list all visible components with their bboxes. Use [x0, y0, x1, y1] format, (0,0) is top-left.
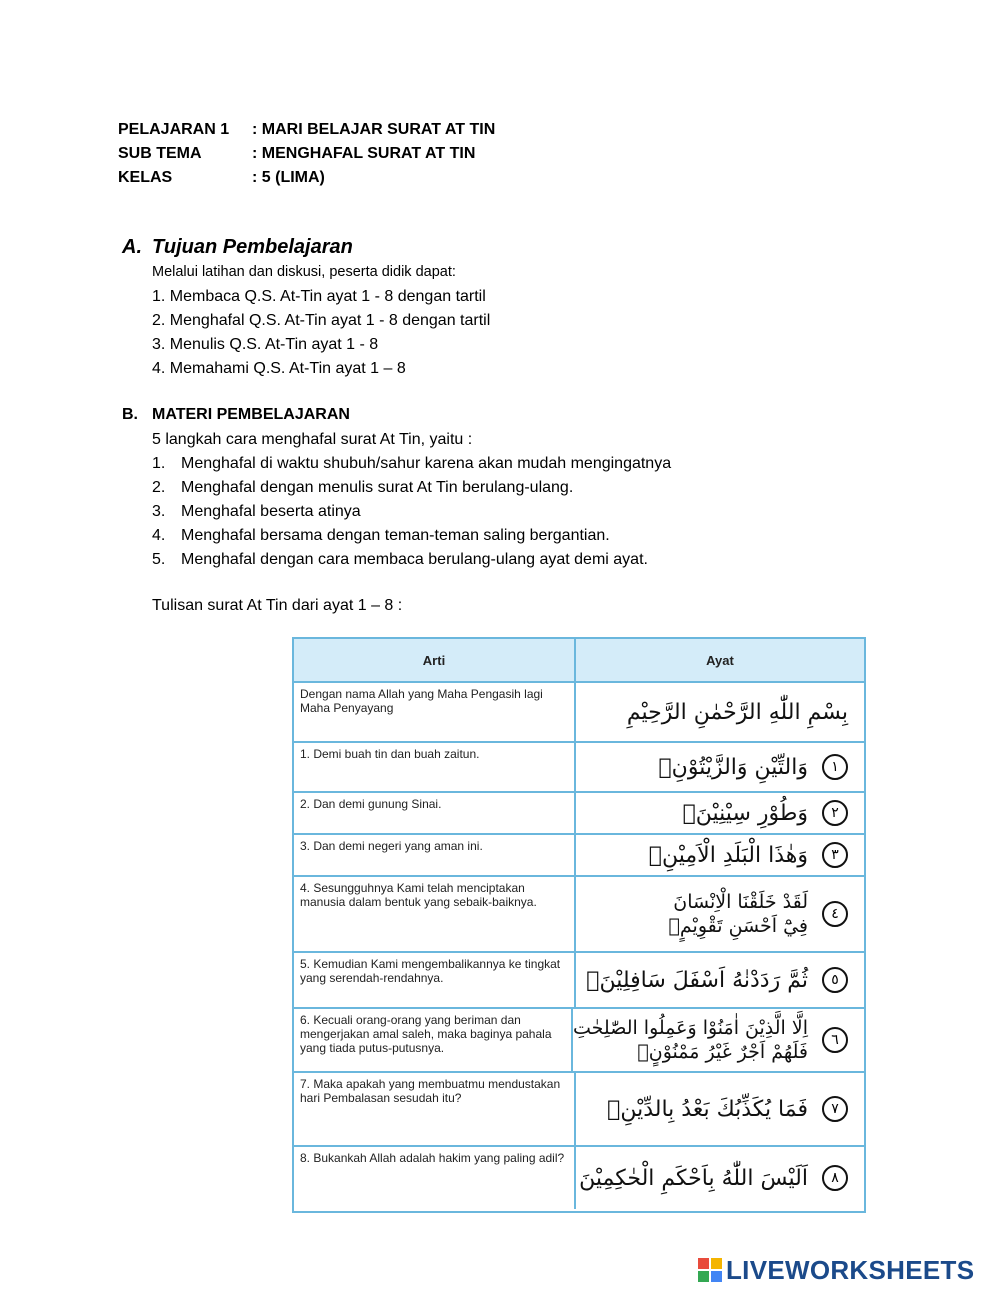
- list-number: 5.: [152, 551, 166, 568]
- list-item: [152, 524, 671, 548]
- header-key: PELAJARAN 1: [118, 121, 230, 138]
- logo-square: [698, 1271, 709, 1282]
- ayah-number-icon: ٣: [822, 842, 848, 868]
- header-value: : MARI BELAJAR SURAT AT TIN: [252, 121, 496, 138]
- logo-text: LIVEWORKSHEETS: [726, 1255, 975, 1285]
- section-title-text: MATERI PEMBELAJARAN: [152, 406, 350, 423]
- ayat-cell: [576, 743, 864, 791]
- table-row: [294, 877, 864, 953]
- list-item: [152, 548, 671, 572]
- arabic-verse: [649, 843, 808, 868]
- table-row: [294, 683, 864, 743]
- ayah-number-icon: ٦: [822, 1027, 848, 1053]
- column-header-ayat: Ayat: [706, 652, 734, 668]
- header-row-subtheme: [118, 142, 495, 166]
- arti-cell: 4. Sesungguhnya Kami telah menciptakan manusia dalam bentuk yang sebaik-baiknya.: [294, 877, 576, 951]
- arabic-verse: [579, 1166, 808, 1191]
- ayat-cell: [576, 1147, 864, 1209]
- arti-cell: 8. Bukankah Allah adalah hakim yang paling adil?: [294, 1147, 576, 1209]
- arabic-verse: [669, 891, 809, 937]
- arabic-verse: [658, 755, 808, 780]
- header-key: KELAS: [118, 169, 173, 186]
- ayah-number-icon: ٧: [822, 1096, 848, 1122]
- list-item: 4. Memahami Q.S. At-Tin ayat 1 – 8: [152, 360, 406, 377]
- list-number: 1.: [152, 455, 166, 472]
- list-text: Menghafal dengan cara membaca berulang-ulang ayat demi ayat.: [181, 551, 648, 568]
- arabic-verse: [627, 700, 848, 725]
- arabic-line: وَهٰذَا الْبَلَدِ الْاَمِيْنِۙ: [648, 842, 808, 868]
- list-text: Menghafal di waktu shubuh/sahur karena akan mudah mengingatnya: [181, 455, 672, 472]
- table-body: [294, 683, 864, 1209]
- ayat-cell: [576, 1073, 864, 1145]
- header-value: : 5 (LIMA): [252, 169, 325, 186]
- arabic-line: فِيْٓ اَحْسَنِ تَقْوِيْمٍۖ: [668, 915, 808, 937]
- ayah-number-icon: ٥: [822, 967, 848, 993]
- logo-square: [698, 1258, 709, 1269]
- table-row: [294, 793, 864, 835]
- list-item: [152, 476, 671, 500]
- table-header: [294, 639, 864, 683]
- ayat-cell: [576, 793, 864, 833]
- table-row: [294, 743, 864, 793]
- section-letter: A.: [122, 236, 142, 258]
- ayat-cell: [576, 683, 864, 741]
- section-b-title: [122, 406, 350, 424]
- table-row: [294, 835, 864, 877]
- table-row: [294, 953, 864, 1009]
- list-number: 2.: [152, 479, 166, 496]
- section-letter: B.: [122, 406, 138, 423]
- arabic-line: فَلَهُمْ اَجْرٌ غَيْرُ مَمْنُوْنٍۗ: [637, 1041, 808, 1063]
- arabic-line: ثُمَّ رَدَدْنٰهُ اَسْفَلَ سَافِلِيْنَۙ: [586, 967, 808, 993]
- ayah-number-icon: ٨: [822, 1165, 848, 1191]
- arti-cell: 7. Maka apakah yang membuatmu mendustakan hari Pembalasan sesudah itu?: [294, 1073, 576, 1145]
- header-key: SUB TEMA: [118, 145, 202, 162]
- ayat-cell: [576, 877, 864, 951]
- arabic-line: اَلَيْسَ اللّٰهُ بِاَحْكَمِ الْحٰكِمِيْنَ: [579, 1165, 808, 1191]
- arabic-verse: [683, 801, 808, 826]
- arti-cell: 3. Dan demi negeri yang aman ini.: [294, 835, 576, 875]
- section-b-intro: 5 langkah cara menghafal surat At Tin, yaitu :: [152, 431, 473, 448]
- list-item: 1. Membaca Q.S. At-Tin ayat 1 - 8 dengan tartil: [152, 288, 486, 305]
- header-row-class: [118, 166, 495, 190]
- arabic-verse: [586, 968, 808, 993]
- section-a-title: [122, 236, 353, 259]
- arabic-line: فَمَا يُكَذِّبُكَ بَعْدُ بِالدِّيْنِۗ: [607, 1096, 808, 1122]
- arabic-line: لَقَدْ خَلَقْنَا الْاِنْسَانَ: [673, 891, 808, 913]
- surah-table: [292, 637, 866, 1213]
- section-title-text: Tujuan Pembelajaran: [152, 236, 353, 258]
- list-text: Menghafal beserta atinya: [181, 503, 361, 520]
- list-text: Menghafal bersama dengan teman-teman saling bergantian.: [181, 527, 610, 544]
- list-item: [152, 500, 671, 524]
- arabic-line: بِسْمِ اللّٰهِ الرَّحْمٰنِ الرَّحِيْمِ: [626, 699, 848, 725]
- ayah-number-icon: ١: [822, 754, 848, 780]
- header-value: : MENGHAFAL SURAT AT TIN: [252, 145, 476, 162]
- objectives-list: [152, 285, 490, 381]
- arabic-line: وَالتِّيْنِ وَالزَّيْتُوْنِۙ: [658, 754, 808, 780]
- arti-cell: Dengan nama Allah yang Maha Pengasih lagi Maha Penyayang: [294, 683, 576, 741]
- list-item: 3. Menulis Q.S. At-Tin ayat 1 - 8: [152, 336, 379, 353]
- table-intro: Tulisan surat At Tin dari ayat 1 – 8 :: [152, 597, 403, 614]
- list-item: [152, 452, 671, 476]
- header-row-lesson: [118, 118, 495, 142]
- list-text: Menghafal dengan menulis surat At Tin berulang-ulang.: [181, 479, 574, 496]
- table-row: [294, 1073, 864, 1147]
- section-a-intro: Melalui latihan dan diskusi, peserta didik dapat:: [152, 264, 456, 280]
- table-row: [294, 1009, 864, 1073]
- list-number: 3.: [152, 503, 166, 520]
- table-row: [294, 1147, 864, 1209]
- logo-mark-icon: [698, 1258, 722, 1282]
- logo-square: [711, 1271, 722, 1282]
- ayah-number-icon: ٤: [822, 901, 848, 927]
- ayat-cell: [576, 953, 864, 1007]
- lesson-header: [118, 118, 495, 190]
- ayat-cell: [576, 835, 864, 875]
- steps-list: [152, 452, 671, 572]
- liveworksheets-logo: [698, 1256, 974, 1284]
- arti-cell: 5. Kemudian Kami mengembalikannya ke tingkat yang serendah-rendahnya.: [294, 953, 576, 1007]
- column-header-arti: Arti: [294, 639, 576, 681]
- arabic-verse: [573, 1017, 808, 1063]
- arabic-line: اِلَّا الَّذِيْنَ اٰمَنُوْا وَعَمِلُوا الصّٰلِحٰتِ: [573, 1017, 808, 1039]
- list-number: 4.: [152, 527, 166, 544]
- arabic-verse: [607, 1097, 808, 1122]
- arabic-line: وَطُوْرِ سِيْنِيْنَۙ: [682, 800, 808, 826]
- arti-cell: 6. Kecuali orang-orang yang beriman dan mengerjakan amal saleh, maka baginya pahala yang tiada putus-putusnya.: [294, 1009, 573, 1071]
- ayah-number-icon: ٢: [822, 800, 848, 826]
- arti-cell: 1. Demi buah tin dan buah zaitun.: [294, 743, 576, 791]
- list-item: 2. Menghafal Q.S. At-Tin ayat 1 - 8 dengan tartil: [152, 312, 491, 329]
- logo-square: [711, 1258, 722, 1269]
- ayat-cell: [573, 1009, 864, 1071]
- arti-cell: 2. Dan demi gunung Sinai.: [294, 793, 576, 833]
